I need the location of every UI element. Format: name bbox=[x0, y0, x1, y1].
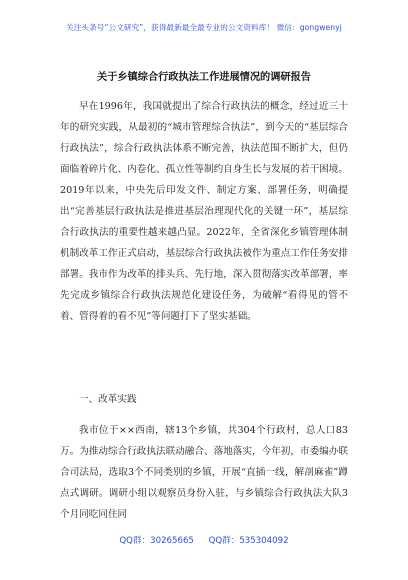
promo-banner: 关注头条号“公文研究”，获得最新最全最专业的公文资料库！ 微信：gongwenyj bbox=[66, 23, 342, 32]
section-heading-reform-practice: 一、改革实践 bbox=[79, 394, 137, 405]
document-title: 关于乡镇综合行政执法工作进展情况的调研报告 bbox=[97, 72, 311, 83]
footer-qq-group-2: QQ群：535304092 bbox=[208, 536, 289, 546]
footer-qq-group-1: QQ群：30265665 bbox=[119, 536, 194, 546]
body-paragraph-intro: 早在1996年，我国就提出了综合行政执法的概念，经过近三十年的研究实践，从最初的“城市管理综合执法”，到今天的“基层综合行政执法”，综合行政执法体系不断完善，执法范围不断扩大，但仍面临着碎片化、内卷化、孤立性等制约自身生长与发展的若干困境。2019年以来，中央先后印发文件、制定方案、部署任务，明确提出“完善基层行政执法是推进基层治理现代化的关键一环”，基层综合行政执法的重要性越来越凸显。2022年，全省深化乡镇管理体制机制改革工作正式启动，基层综合行政执法被作为重点工作任务安排部署。我市作为改革的排头兵、先行地，深入贯彻落实改革部署，率先完成乡镇综合行政执法规范化建设任务，为破解“看得见的管不着、管得着的看不见”等问题打下了坚实基础。 bbox=[60, 101, 348, 322]
footer-contacts bbox=[0, 534, 408, 546]
body-paragraph-city-overview: 我市位于××西南，辖13个乡镇，共304个行政村，总人口83万。为推动综合行政执法联动融合、落地落实，今年初，市委编办联合司法局，选取3个不同类别的乡镇，开展“直插一线，解剖麻雀”蹲点式调研。调研小组以观察员身份入驻，与乡镇综合行政执法大队3个月同吃同住同 bbox=[60, 425, 348, 520]
